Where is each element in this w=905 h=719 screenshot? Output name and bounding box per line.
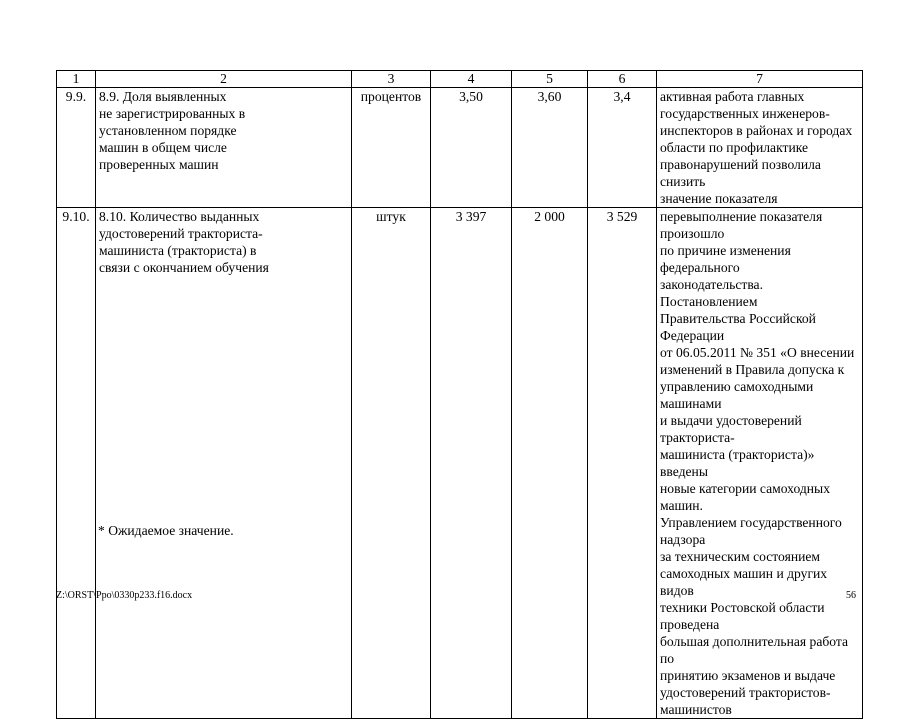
row-number: 9.10.	[57, 208, 96, 719]
column-header: 4	[431, 71, 512, 88]
table-row	[57, 88, 863, 208]
unit-cell: процентов	[352, 88, 431, 208]
footnote: * Ожидаемое значение.	[98, 523, 234, 538]
value-cell: 2 000	[512, 208, 588, 719]
unit-cell: штук	[352, 208, 431, 719]
value-cell: 3,50	[431, 88, 512, 208]
column-header: 6	[588, 71, 657, 88]
value-cell: 3 397	[431, 208, 512, 719]
file-path-footer: Z:\ORST\Ppo\0330p233.f16.docx	[56, 590, 193, 601]
column-header: 1	[57, 71, 96, 88]
value-cell: 3,4	[588, 88, 657, 208]
indicator-name: 8.9. Доля выявленных не зарегистрированных в установленном порядке машин в общем числе проверенных машин	[96, 88, 352, 208]
value-cell: 3,60	[512, 88, 588, 208]
column-header: 2	[96, 71, 352, 88]
page-number: 56	[846, 590, 856, 601]
explanation-cell: перевыполнение показателя произошло по причине изменения федерального законодательства. Постановлением Правительства Российской Федерации от 06.05.2011 № 351 «О внесении изменений в Правила допуска к управлению самоходными машинами и выдачи удостоверений тракториста- машиниста (тракториста)» введены новые категории самоходных машин. Управлением государственного надзора за техническим состоянием самоходных машин и других видов техники Ростовской области проведена большая дополнительная работа по принятию экзаменов и выдаче удостоверений трактористов- машинистов	[657, 208, 863, 719]
table-row	[57, 208, 863, 719]
row-number: 9.9.	[57, 88, 96, 208]
value-cell: 3 529	[588, 208, 657, 719]
indicator-name: 8.10. Количество выданных удостоверений тракториста- машиниста (тракториста) в связи с окончанием обучения	[96, 208, 352, 719]
indicator-table	[56, 70, 863, 719]
table-header-row	[57, 71, 863, 88]
column-header: 5	[512, 71, 588, 88]
column-header: 3	[352, 71, 431, 88]
column-header: 7	[657, 71, 863, 88]
explanation-cell: активная работа главных государственных инженеров- инспекторов в районах и городах области по профилактике правонарушений позволила снизить значение показателя	[657, 88, 863, 208]
